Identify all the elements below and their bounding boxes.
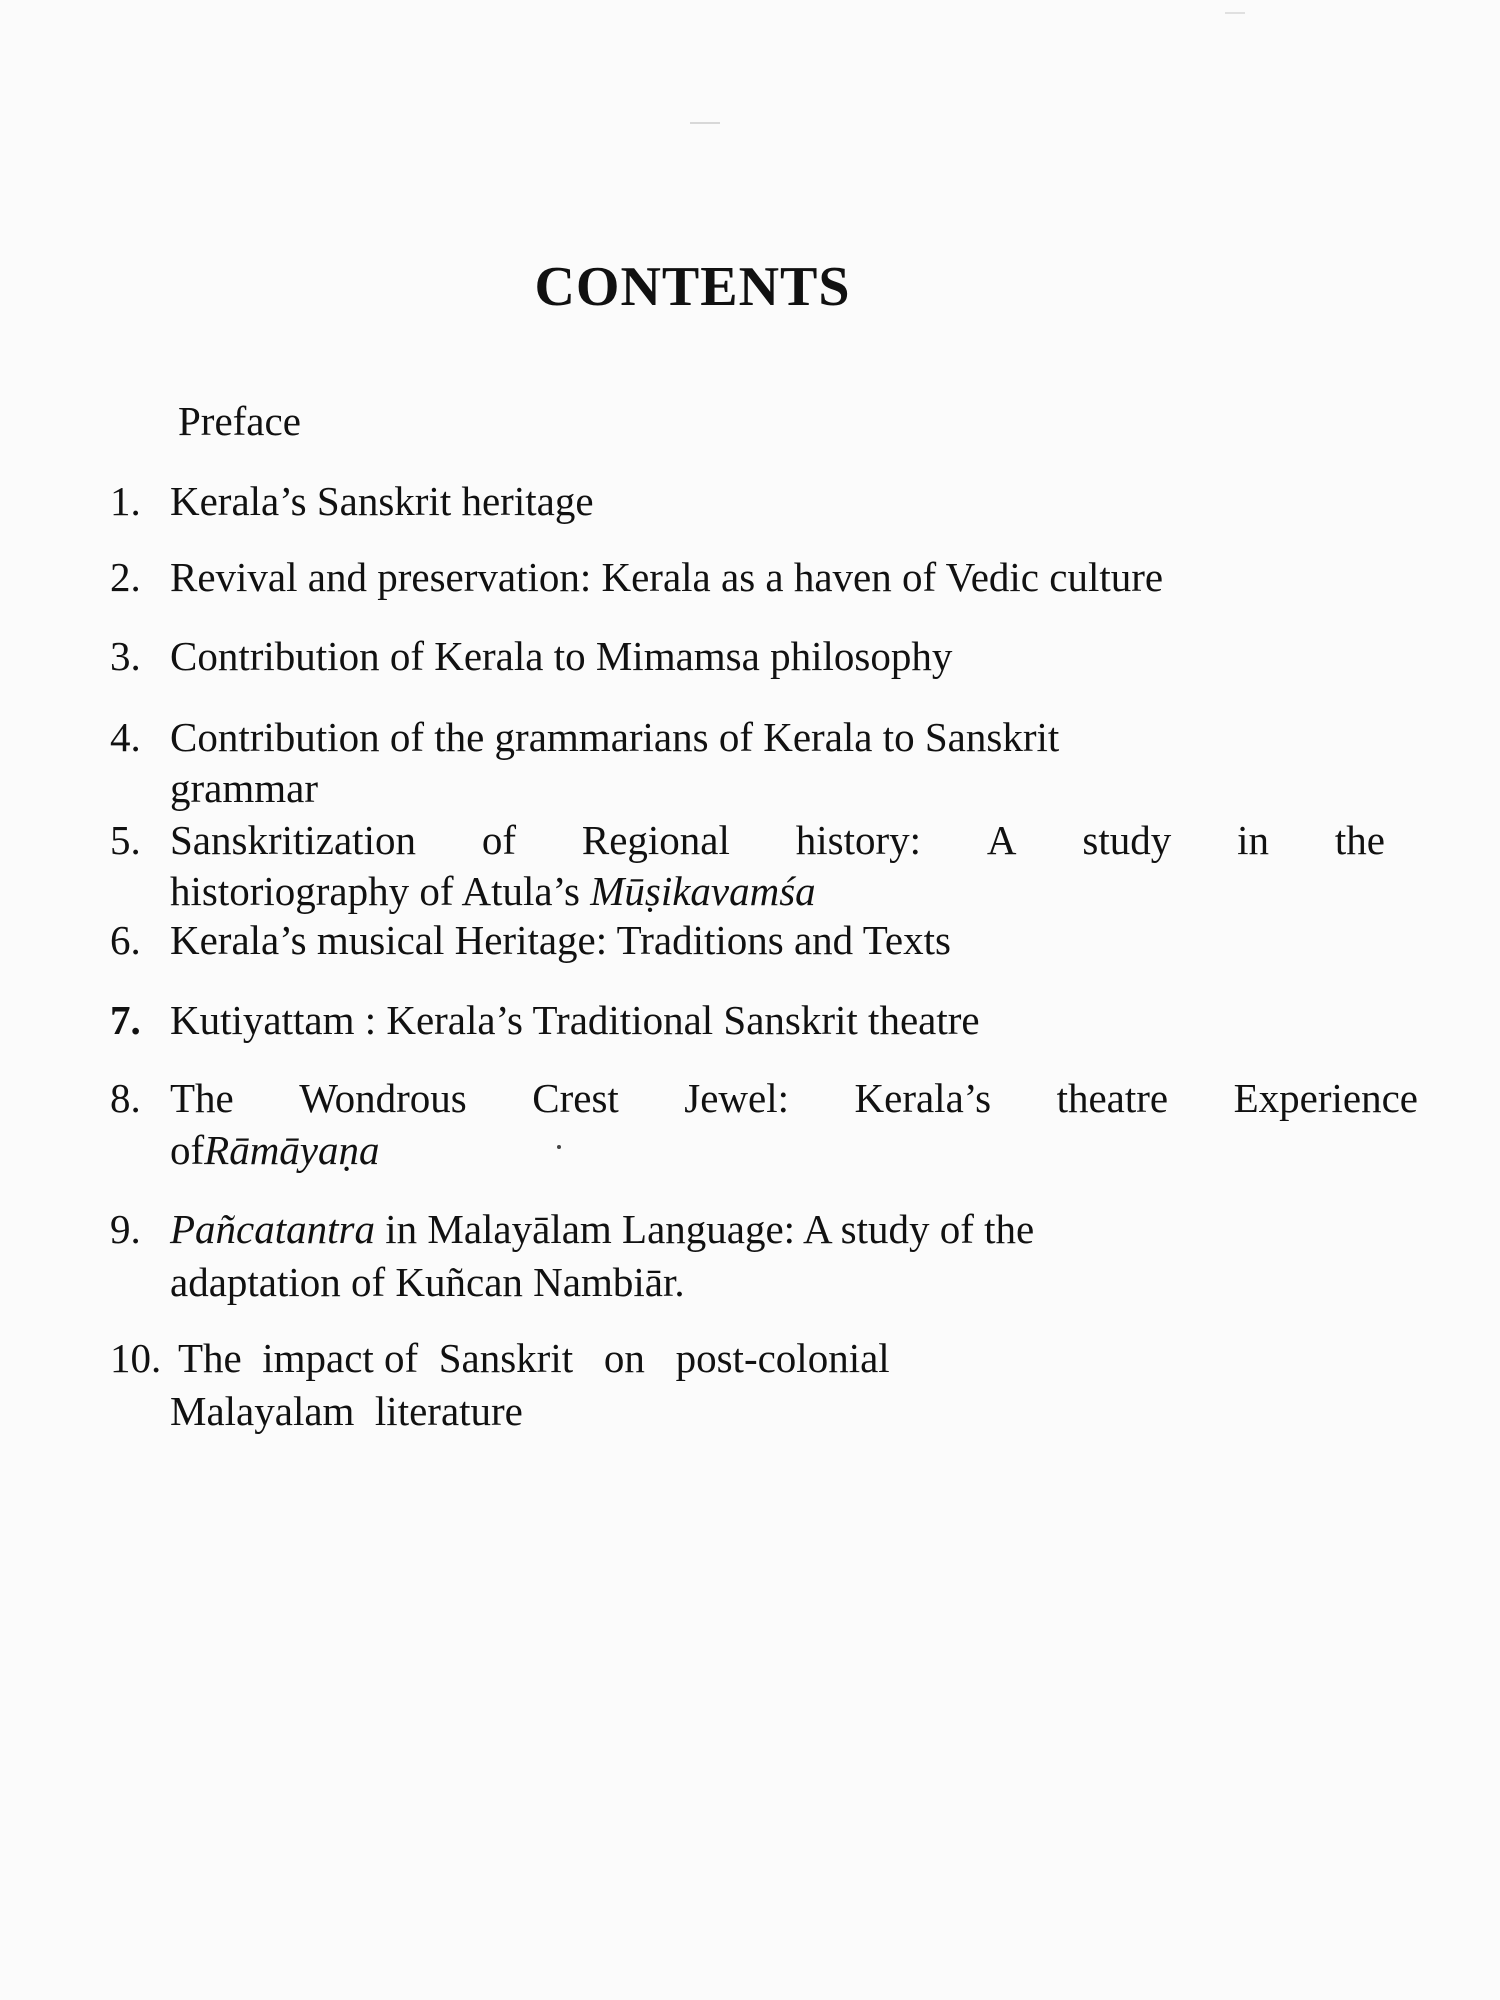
word: The <box>170 1075 234 1121</box>
entry-number: 5. <box>110 817 141 863</box>
plain-text: in Malayālam Language: A study of the <box>374 1206 1035 1252</box>
entry-title-line2 <box>170 1124 380 1176</box>
italic-title: Mūṣikavamśa <box>590 868 816 914</box>
stray-dot <box>557 1145 561 1149</box>
entry-number: 1. <box>110 478 141 524</box>
scan-mark <box>690 122 720 124</box>
entry-number: 3. <box>110 633 141 679</box>
plain-text: historiography of Atula’s <box>170 868 591 914</box>
entry-title: Kutiyattam : Kerala’s Traditional Sanskrit theatre <box>170 997 980 1043</box>
entry-title: Kerala’s musical Heritage: Traditions and Texts <box>170 917 951 963</box>
word: history: <box>795 817 922 863</box>
entry-title-line2: grammar <box>170 765 318 811</box>
word: Wondrous <box>299 1075 467 1121</box>
entry-number: 7. <box>110 997 141 1043</box>
word: of <box>481 817 516 863</box>
entry-title: Kerala’s Sanskrit heritage <box>170 478 594 524</box>
entry-number: 4. <box>110 714 141 760</box>
word: study <box>1082 817 1172 863</box>
page-title: CONTENTS <box>534 256 851 318</box>
entry-number: 9. <box>110 1206 141 1252</box>
word: A <box>986 817 1017 863</box>
entry-number: 2. <box>110 554 141 600</box>
entry-title-line2: Malayalam literature <box>170 1388 523 1434</box>
italic-title: Pañcatantra <box>170 1206 375 1252</box>
entry-number: 8. <box>110 1075 141 1121</box>
entry-title: Revival and preservation: Kerala as a haven of Vedic culture <box>170 554 1164 600</box>
preface-entry: Preface <box>178 398 301 444</box>
entry-title-line2 <box>170 865 816 917</box>
word: Kerala’s <box>854 1075 992 1121</box>
scan-mark <box>1225 12 1245 14</box>
entry-number: 6. <box>110 917 141 963</box>
entry-title-line1: The impact of Sanskrit on post-colonial <box>178 1335 890 1381</box>
word: in <box>1237 817 1269 863</box>
entry-title-line2: adaptation of Kuñcan Nambiār. <box>170 1259 685 1305</box>
word: Jewel: <box>684 1075 790 1121</box>
plain-text: of <box>170 1127 205 1173</box>
entry-number: 10. <box>110 1335 162 1381</box>
entry-title: Contribution of Kerala to Mimamsa philosophy <box>170 633 953 679</box>
entry-title-line1 <box>170 814 1385 866</box>
word: theatre <box>1056 1075 1169 1121</box>
entry-title-line1 <box>170 1072 1418 1124</box>
italic-title: Rāmāyaṇa <box>204 1127 380 1173</box>
word: Crest <box>532 1075 619 1121</box>
word: Regional <box>581 817 730 863</box>
word: Sanskritization <box>170 817 416 863</box>
word: Experience <box>1233 1075 1418 1121</box>
word: the <box>1334 817 1385 863</box>
entry-title-line1 <box>170 1203 1034 1255</box>
entry-title-line1: Contribution of the grammarians of Kerala to Sanskrit <box>170 714 1060 760</box>
